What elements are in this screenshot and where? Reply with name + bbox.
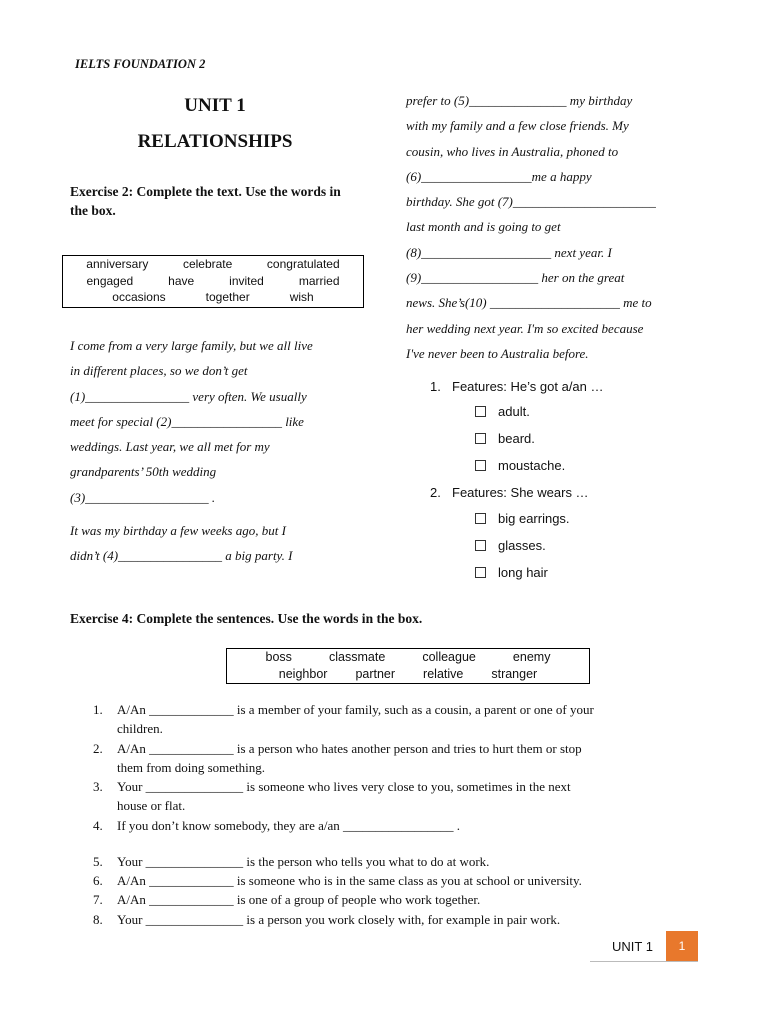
word-row <box>63 273 363 290</box>
text-line: with my family and a few close friends. My <box>406 118 629 134</box>
sentence-item: 8. Your _______________ is a person you work closely with, for example in pair work. <box>93 912 561 927</box>
word: neighbor <box>278 667 328 681</box>
story-paragraph-2 <box>70 518 361 569</box>
checkbox-option[interactable]: glasses. <box>475 538 546 553</box>
feature-question-2: 2. Features: She wears … <box>430 485 589 500</box>
sentence-item: 5. Your _______________ is the person who tells you what to do at work. <box>93 854 490 869</box>
word-box-exercise-4 <box>226 648 590 684</box>
text-line: meet for special (2)_________________ like <box>70 413 304 429</box>
checkbox-icon[interactable] <box>475 433 486 444</box>
sentence-item: 7. A/An _____________ is one of a group of people who work together. <box>93 892 481 907</box>
text-line: weddings. Last year, we all met for my <box>70 439 270 455</box>
word: have <box>168 273 195 288</box>
checkbox-icon[interactable] <box>475 460 486 471</box>
checkbox-icon[interactable] <box>475 513 486 524</box>
sentence-item: 3. Your _______________ is someone who lives very close to you, sometimes in the next house or flat. <box>93 779 571 813</box>
word: colleague <box>422 650 476 664</box>
sentence-item: 1. A/An _____________ is a member of your family, such as a cousin, a parent or one of your children. <box>93 702 594 736</box>
word: occasions <box>112 290 166 304</box>
text-line: didn’t (4)________________ a big party. I <box>70 548 293 564</box>
word: relative <box>423 667 464 681</box>
footer-divider <box>590 961 698 962</box>
page-number-badge: 1 <box>666 931 698 961</box>
word-row <box>227 649 589 666</box>
text-line: (6)_________________me a happy <box>406 168 592 184</box>
checkbox-option[interactable]: big earrings. <box>475 511 570 526</box>
text-line: birthday. She got (7)______________________ <box>406 194 656 210</box>
word: boss <box>265 650 292 664</box>
text-line: (1)________________ very often. We usually <box>70 388 307 404</box>
story-paragraph-1 <box>70 333 361 510</box>
text-line: in different places, so we don’t get <box>70 363 248 379</box>
text-line: I've never been to Australia before. <box>406 345 589 361</box>
checkbox-option[interactable]: beard. <box>475 431 535 446</box>
text-line: cousin, who lives in Australia, phoned to <box>406 143 619 159</box>
checkbox-option[interactable]: long hair <box>475 565 548 580</box>
word-box-exercise-2 <box>62 255 364 308</box>
exercise-4-instruction: Exercise 4: Complete the sentences. Use the words in the box. <box>70 611 423 626</box>
text-line: prefer to (5)_______________ my birthday <box>406 93 633 108</box>
text-line: news. She’s(10) ____________________ me to <box>406 295 652 311</box>
word: together <box>205 290 250 304</box>
text-line: (9)__________________ her on the great <box>406 270 625 286</box>
unit-title: UNIT 1 <box>184 95 246 116</box>
text-line: I come from a very large family, but we all live <box>70 338 313 353</box>
text-line: (3)___________________ . <box>70 489 216 505</box>
word: classmate <box>329 650 386 664</box>
feature-label: Features: She wears … <box>452 485 589 500</box>
sentence-item: 6. A/An _____________ is someone who is in the same class as you at school or university. <box>93 873 582 888</box>
word: congratulated <box>266 257 340 271</box>
feature-label: Features: He’s got a/an … <box>452 379 604 394</box>
story-paragraph-3 <box>406 88 698 366</box>
text-line: grandparents’ 50th wedding <box>70 464 217 480</box>
word: celebrate <box>182 257 233 271</box>
document-header: IELTS FOUNDATION 2 <box>75 57 206 71</box>
word-row <box>227 666 589 683</box>
checkbox-option[interactable]: moustache. <box>475 458 565 473</box>
feature-question-1: 1. Features: He’s got a/an … <box>430 379 604 394</box>
checkbox-icon[interactable] <box>475 567 486 578</box>
text-line: her wedding next year. I'm so excited because <box>406 320 644 336</box>
sentence-item: 2. A/An _____________ is a person who hates another person and tries to hurt them or stop them from doing something. <box>93 741 582 775</box>
word-row <box>63 289 363 306</box>
text-line: (8)____________________ next year. I <box>406 244 612 260</box>
topic-title: RELATIONSHIPS <box>137 131 293 152</box>
footer-unit-label: UNIT 1 <box>612 939 653 954</box>
checkbox-option[interactable]: adult. <box>475 404 530 419</box>
word: stranger <box>491 667 538 681</box>
word: engaged <box>86 273 134 288</box>
exercise-2-instruction: Exercise 2: Complete the text. Use the words in the box. <box>70 184 341 218</box>
text-line: It was my birthday a few weeks ago, but I <box>70 523 286 538</box>
word: partner <box>355 667 396 681</box>
word: anniversary <box>86 257 149 271</box>
checkbox-icon[interactable] <box>475 406 486 417</box>
text-line: last month and is going to get <box>406 219 561 235</box>
word: invited <box>229 273 264 288</box>
word: wish <box>289 290 314 304</box>
word: married <box>298 273 340 288</box>
word-row <box>63 256 363 273</box>
word: enemy <box>512 650 551 664</box>
checkbox-icon[interactable] <box>475 540 486 551</box>
sentence-item: 4. If you don’t know somebody, they are a/an _________________ . <box>93 818 461 833</box>
